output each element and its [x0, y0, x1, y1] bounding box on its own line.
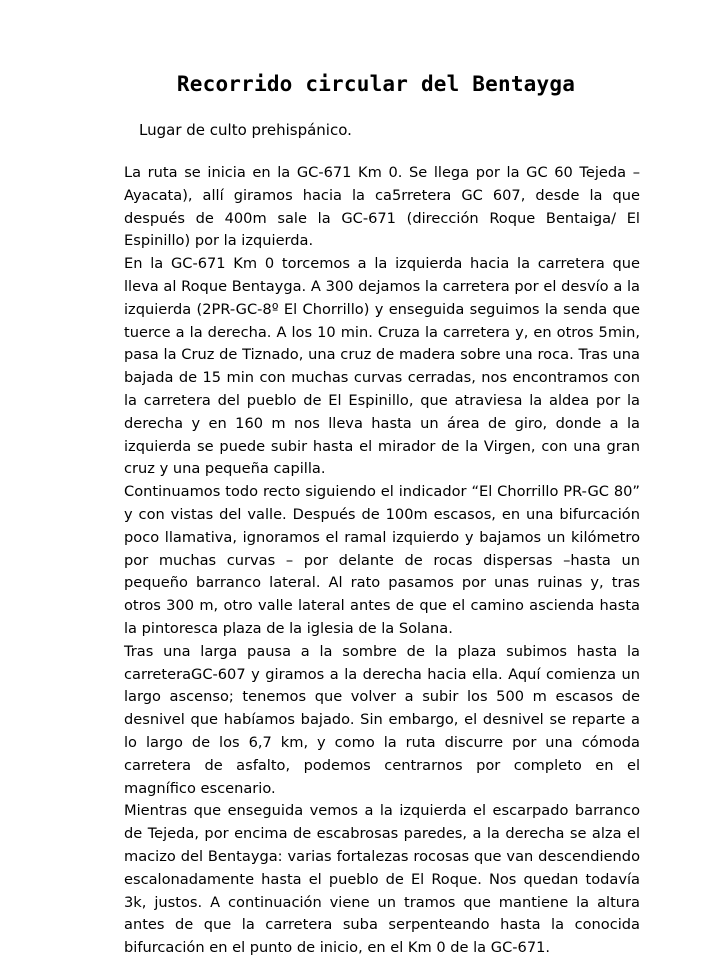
paragraph: La ruta se inicia en la GC-671 Km 0. Se llega por la GC 60 Tejeda – Ayacata), allí giramos hacia la ca5rretera GC 607, desde la que después de 400m sale la GC-671 (dirección Roque Bentaiga/ El Espinillo) por la izquierda.: [124, 164, 640, 250]
paragraph: Tras una larga pausa a la sombre de la plaza subimos hasta la carreteraGC-607 y giramos a la derecha hacia ella. Aquí comienza un largo ascenso; tenemos que volver a subir los 500 m escasos de desnivel que habíamos bajado. Sin embargo, el desnivel se reparte a lo largo de los 6,7 km, y como la ruta discurre por una cómoda carretera de asfalto, podemos centrarnos por completo en el magnífico escenario.: [124, 642, 640, 797]
paragraph: Mientras que enseguida vemos a la izquierda el escarpado barranco de Tejeda, por encima de escabrosas paredes, a la derecha se alza el macizo del Bentayga: varias fortalezas rocosas que van descendiendo escalonadamente hasta el pueblo de El Roque. Nos quedan todavía 3k, justos. A continuación viene un tramos que mantiene la altura antes de que la carretera suba serpenteando hasta la conocida bifurcación en el punto de inicio, en el Km 0 de la GC-671.: [124, 802, 640, 957]
document-subtitle: Lugar de culto prehispánico.: [139, 121, 352, 139]
paragraph: En la GC-671 Km 0 torcemos a la izquierda hacia la carretera que lleva al Roque Bentayga. A 300 dejamos la carretera por el desvío a la izquierda (2PR-GC-8º El Chorrillo) y enseguida seguimos la senda que tuerce a la derecha. A los 10 min. Cruza la carretera y, en otros 5min, pasa la Cruz de Tiznado, una cruz de madera sobre una roca. Tras una bajada de 15 min con muchas curvas cerradas, nos encontramos con la carretera del pueblo de El Espinillo, que atraviesa la aldea por la derecha y en 160 m nos lleva hasta un área de giro, donde a la izquierda se puede subir hasta el mirador de la Virgen, con una gran cruz y una pequeña capilla.: [124, 255, 640, 478]
document-body: [124, 162, 640, 960]
document-title: Recorrido circular del Bentayga: [176, 72, 576, 96]
paragraph: Continuamos todo recto siguiendo el indicador “El Chorrillo PR-GC 80” y con vistas del valle. Después de 100m escasos, en una bifurcación poco llamativa, ignoramos el ramal izquierdo y bajamos un kilómetro por muchas curvas – por delante de rocas dispersas –hasta un pequeño barranco lateral. Al rato pasamos por unas ruinas y, tras otros 300 m, otro valle lateral antes de que el camino ascienda hasta la pintoresca plaza de la iglesia de la Solana.: [124, 483, 640, 637]
